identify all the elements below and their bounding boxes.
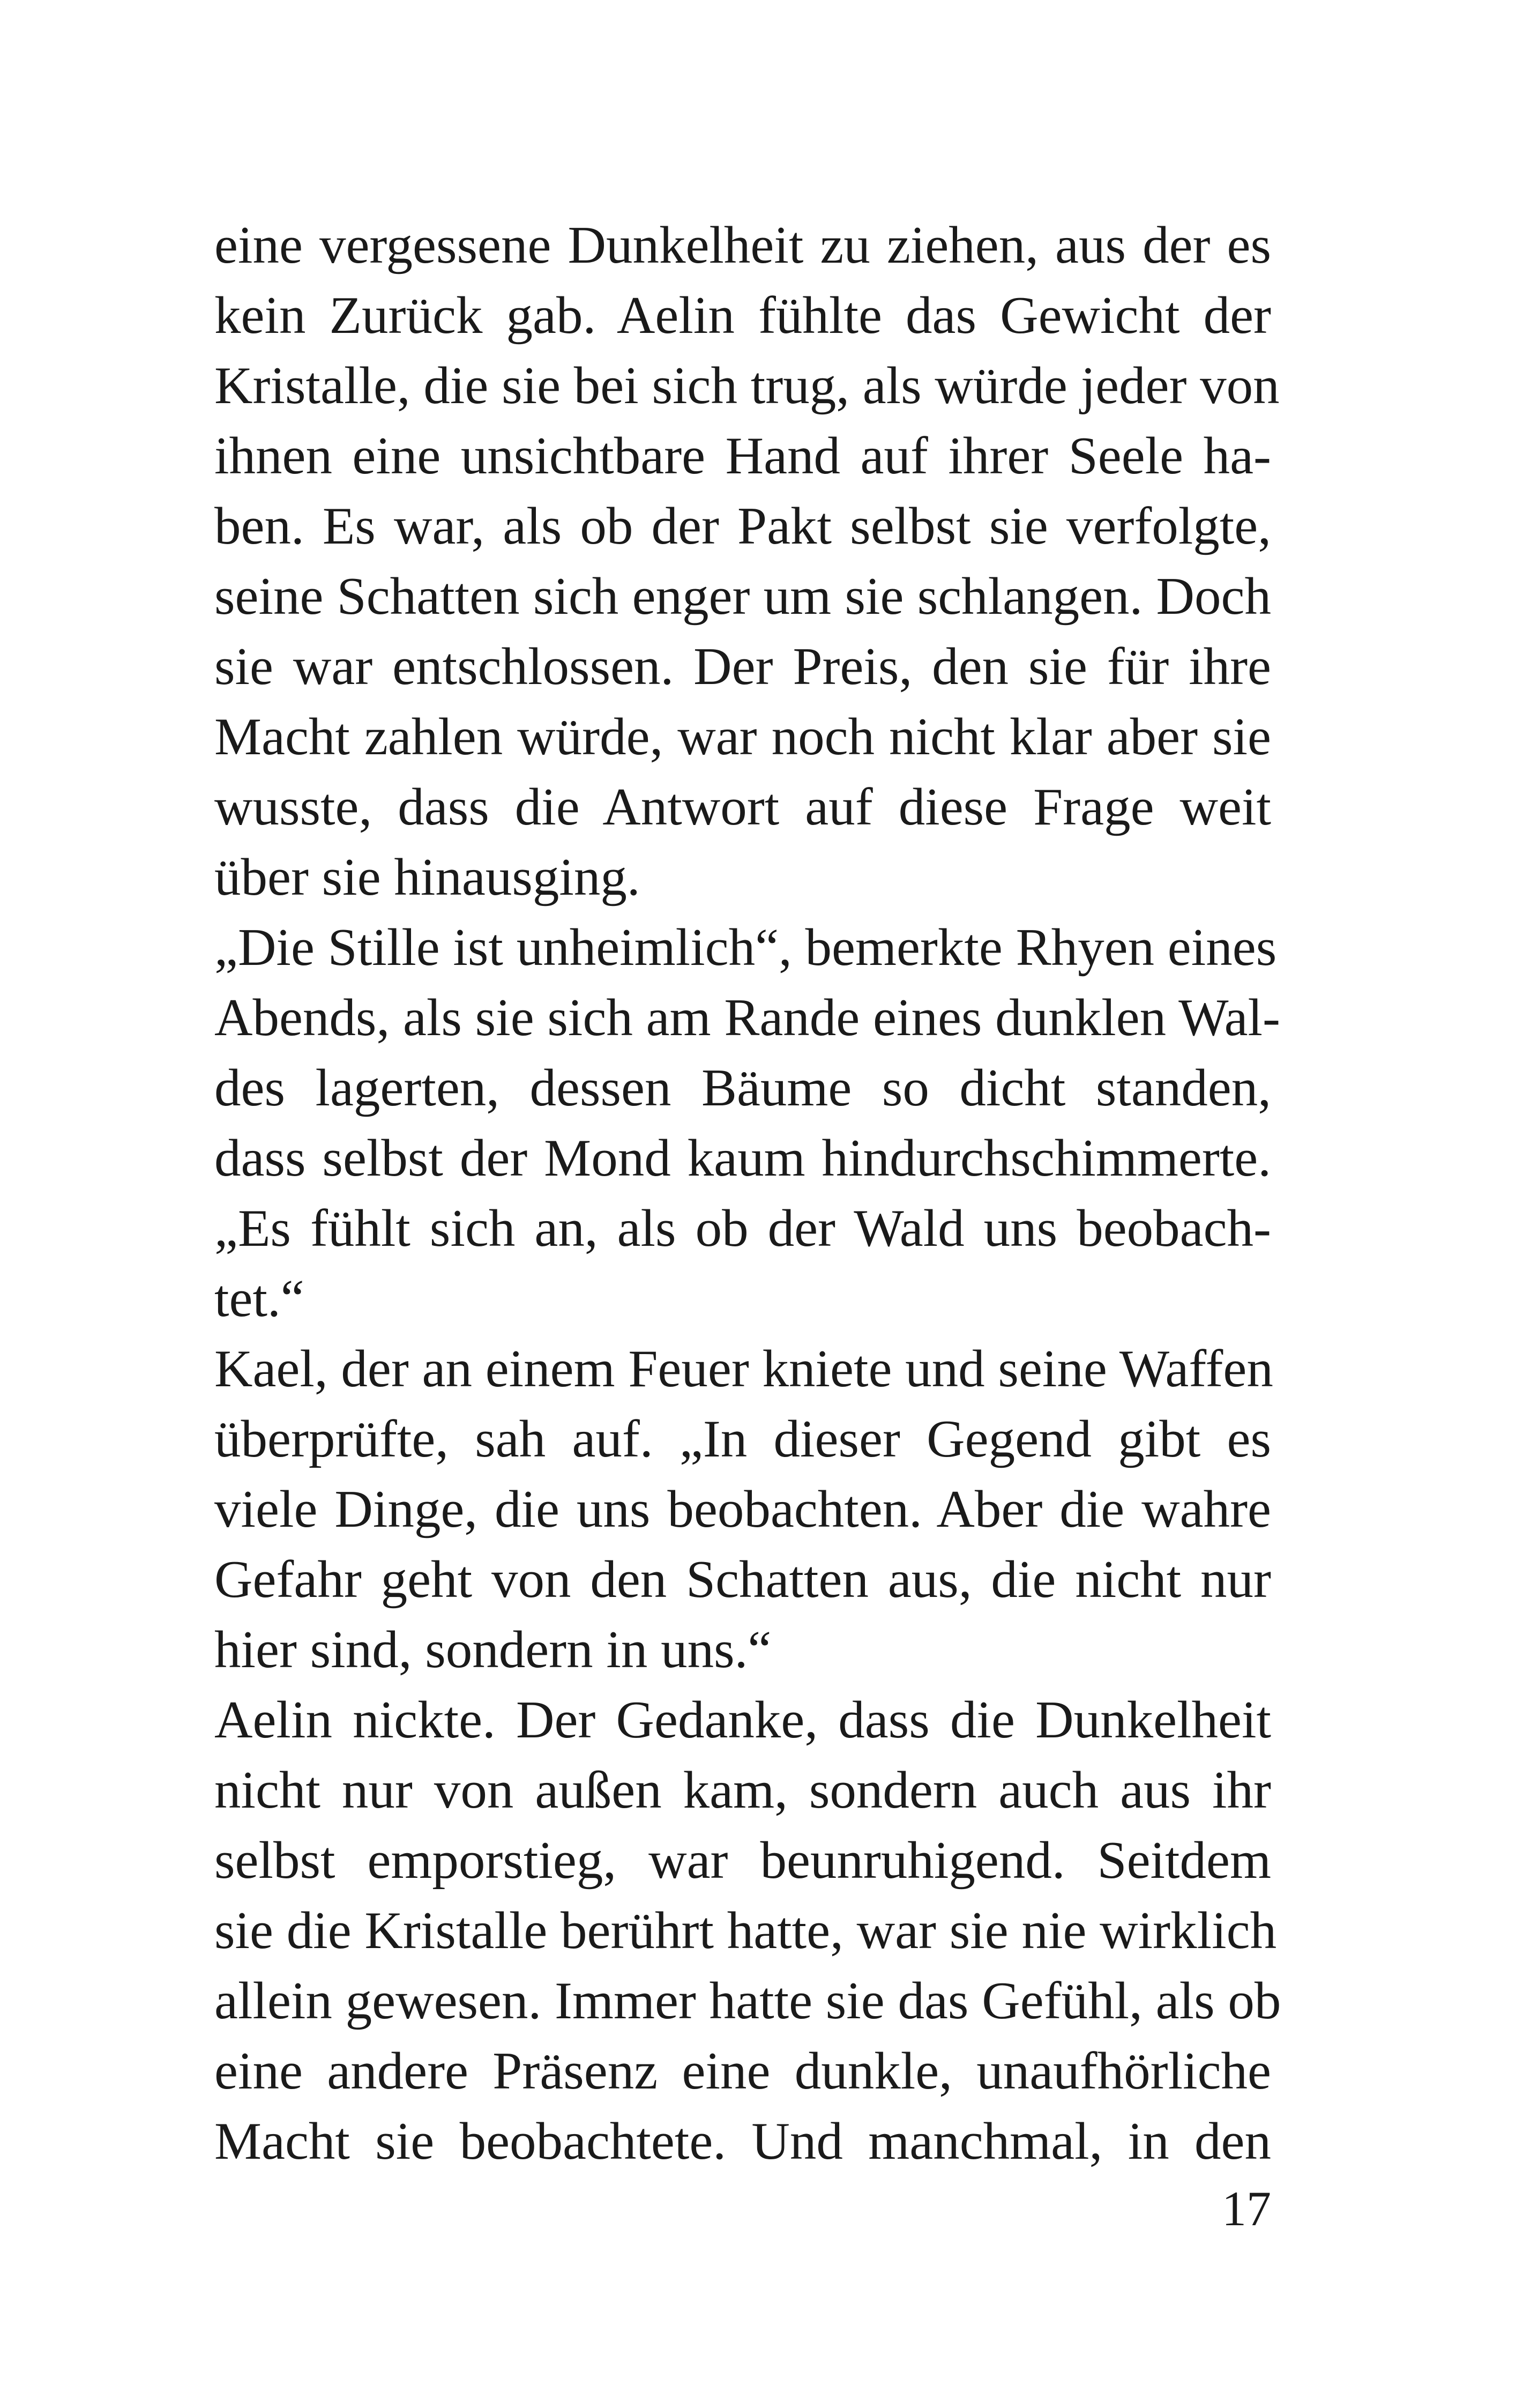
text-line: „Die Stille ist unheimlich“, bemerkte Rhyen eines: [214, 918, 1277, 977]
text-line: sie die Kristalle berührt hatte, war sie nie wirklich: [214, 1901, 1277, 1960]
body-text: [214, 210, 1281, 2176]
text-line: ihnen eine unsichtbare Hand auf ihrer Seele ha-: [214, 427, 1271, 485]
text-line: dass selbst der Mond kaum hindurchschimmerte.: [214, 1129, 1271, 1187]
text-line: ben. Es war, als ob der Pakt selbst sie verfolgte,: [214, 497, 1271, 555]
text-line: eine vergessene Dunkelheit zu ziehen, aus der es: [214, 216, 1271, 274]
text-line: wusste, dass die Antwort auf diese Frage weit: [214, 778, 1271, 836]
text-line: kein Zurück gab. Aelin fühlte das Gewicht der: [214, 286, 1271, 345]
text-line: eine andere Präsenz eine dunkle, unaufhörliche: [214, 2042, 1271, 2100]
text-line: des lagerten, dessen Bäume so dicht standen,: [214, 1059, 1271, 1117]
text-line: über sie hinausging.: [214, 848, 640, 906]
text-line: überprüfte, sah auf. „In dieser Gegend gibt es: [214, 1410, 1271, 1468]
text-line: Kristalle, die sie bei sich trug, als würde jeder von: [214, 356, 1280, 415]
text-line: seine Schatten sich enger um sie schlangen. Doch: [214, 567, 1271, 626]
text-line: tet.“: [214, 1269, 304, 1328]
text-line: Macht sie beobachtete. Und manchmal, in den: [214, 2112, 1271, 2171]
page-number: 17: [1222, 2181, 1271, 2236]
text-line: allein gewesen. Immer hatte sie das Gefühl, als ob: [214, 1972, 1281, 2030]
text-line: viele Dinge, die uns beobachten. Aber die wahre: [214, 1480, 1271, 1539]
text-line: Macht zahlen würde, war noch nicht klar aber sie: [214, 708, 1271, 766]
text-line: sie war entschlossen. Der Preis, den sie für ihre: [214, 637, 1271, 696]
text-line: hier sind, sondern in uns.“: [214, 1621, 772, 1679]
text-line: selbst emporstieg, war beunruhigend. Seitdem: [214, 1831, 1271, 1890]
text-line: Kael, der an einem Feuer kniete und seine Waffen: [214, 1340, 1273, 1398]
text-line: „Es fühlt sich an, als ob der Wald uns beobach-: [214, 1199, 1271, 1258]
text-line: Abends, als sie sich am Rande eines dunklen Wal-: [214, 989, 1280, 1047]
text-line: Aelin nickte. Der Gedanke, dass die Dunkelheit: [214, 1691, 1271, 1749]
text-line: nicht nur von außen kam, sondern auch aus ihr: [214, 1761, 1271, 1819]
text-line: Gefahr geht von den Schatten aus, die nicht nur: [214, 1550, 1271, 1609]
